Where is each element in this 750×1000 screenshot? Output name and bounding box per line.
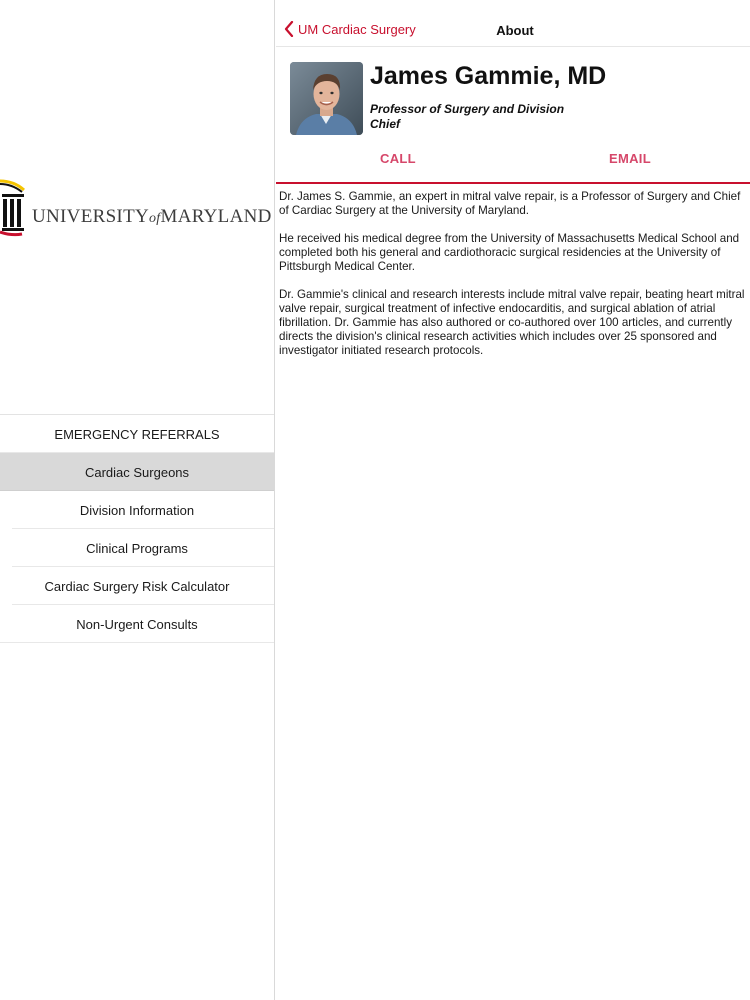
- navigation-bar: [276, 0, 750, 47]
- bio-paragraph: Dr. Gammie's clinical and research interests include mitral valve repair, beating heart mitral valve repair, surgical treatment of infective endocarditis, and surgical ablation of atrial fibrillation. Dr. Gammie has also authored or co-authored over 100 articles, and currently directs the division's clinical research activities which includes over 25 sponsored and investigator initiated research protocols.: [279, 288, 745, 357]
- sidebar-item-division-information[interactable]: Division Information: [0, 491, 274, 529]
- doctor-name: James Gammie, MD: [370, 62, 607, 90]
- profile-photo-image: [290, 62, 363, 135]
- biography: [279, 190, 745, 372]
- profile-header: [276, 48, 750, 184]
- back-button-label: UM Cardiac Surgery: [298, 21, 416, 37]
- sidebar-item-emergency-referrals[interactable]: EMERGENCY REFERRALS: [0, 415, 274, 453]
- call-button[interactable]: CALL: [380, 151, 416, 166]
- logo-wordmark: [32, 206, 272, 228]
- sidebar-item-clinical-programs[interactable]: Clinical Programs: [0, 529, 274, 567]
- logo-text-university: UNIVERSITY: [32, 206, 149, 227]
- university-seal-icon: [0, 176, 30, 242]
- bio-paragraph: Dr. James S. Gammie, an expert in mitral valve repair, is a Professor of Surgery and Chief of Cardiac Surgery at the University of Maryland.: [279, 190, 741, 217]
- bio-paragraph: He received his medical degree from the University of Massachusetts Medical School and completed both his general and cardiothoracic surgical residencies at the University of Pittsburgh Medical Center.: [279, 232, 740, 273]
- detail-pane: [276, 0, 750, 1000]
- email-button[interactable]: EMAIL: [609, 151, 651, 166]
- page-title: [276, 23, 750, 38]
- university-logo: [0, 176, 270, 242]
- logo-text-of: of: [149, 211, 161, 226]
- profile-photo: [290, 62, 363, 135]
- sidebar-item-cardiac-surgeons[interactable]: Cardiac Surgeons: [0, 453, 274, 491]
- sidebar: [0, 0, 275, 1000]
- doctor-title: Professor of Surgery and Division Chief: [370, 102, 565, 131]
- sidebar-item-non-urgent-consults[interactable]: Non-Urgent Consults: [0, 605, 274, 643]
- page-title-text: About: [496, 23, 534, 38]
- logo-text-maryland: MARYLAND: [160, 206, 272, 227]
- sidebar-item-risk-calculator[interactable]: Cardiac Surgery Risk Calculator: [0, 567, 274, 605]
- sidebar-menu: [0, 414, 274, 643]
